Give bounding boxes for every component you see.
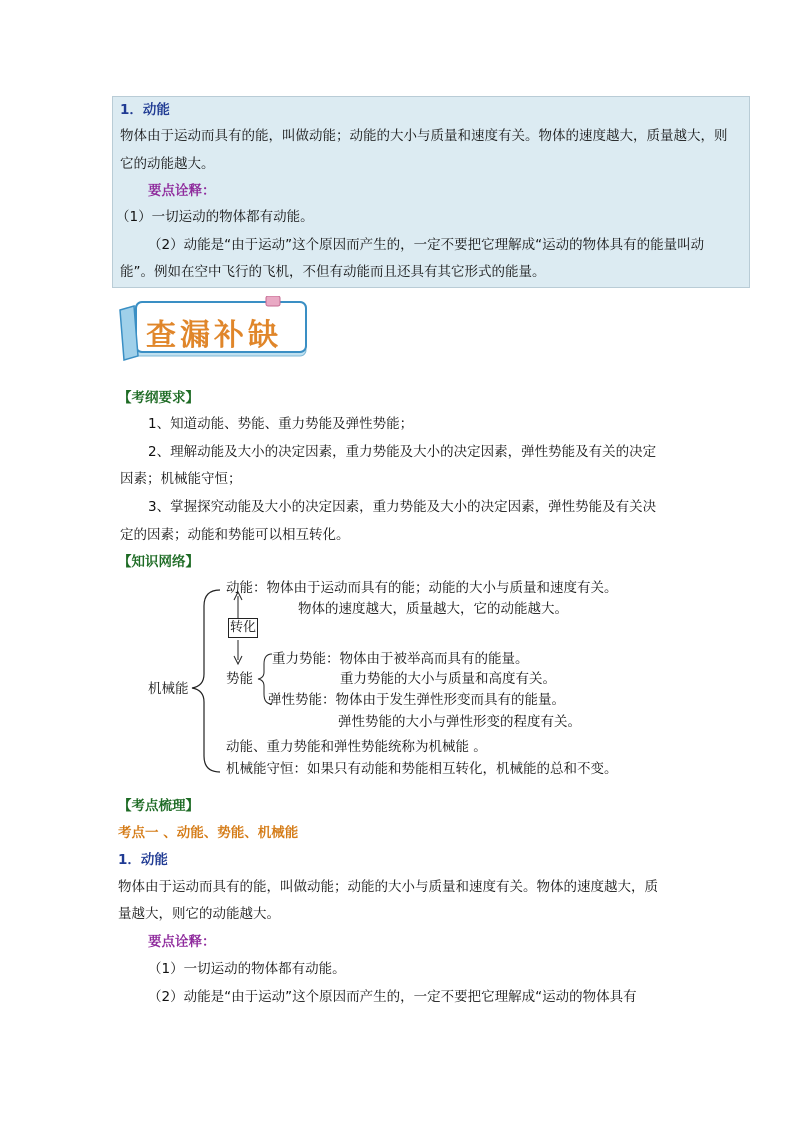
requirement-2b: 因素；机械能守恒；: [120, 471, 242, 487]
network-conservation: 机械能守恒：如果只有动能和势能相互转化，机械能的总和不变。: [226, 761, 618, 777]
box-heading: 1．动能: [120, 102, 170, 118]
requirement-2a: 2、理解动能及大小的决定因素，重力势能及大小的决定因素，弹性势能及有关的决定: [148, 444, 657, 460]
network-elastic-1: 弹性势能：物体由于发生弹性形变而具有的能量。: [268, 692, 565, 708]
box-note-1: （1）一切运动的物体都有动能。: [116, 209, 314, 225]
box-note-title: 要点诠释：: [148, 183, 216, 199]
network-root: 机械能: [148, 681, 189, 697]
review-line-2: 量越大，则它的动能越大。: [118, 906, 280, 922]
review-note-1: （1）一切运动的物体都有动能。: [148, 961, 346, 977]
review-note-title: 要点诠释：: [148, 934, 216, 950]
network-summary: 动能、重力势能和弹性势能统称为机械能 。: [226, 739, 487, 755]
requirement-3b: 定的因素；动能和势能可以相互转化。: [120, 527, 350, 543]
network-kinetic-2: 物体的速度越大，质量越大，它的动能越大。: [298, 601, 568, 617]
review-line-1: 物体由于运动而具有的能，叫做动能；动能的大小与质量和速度有关。物体的速度越大，质: [118, 879, 658, 895]
section-banner: [116, 296, 316, 366]
requirement-1: 1、知道动能、势能、重力势能及弹性势能；: [148, 416, 414, 432]
network-elastic-2: 弹性势能的大小与弹性形变的程度有关。: [338, 714, 581, 730]
network-gravity-1: 重力势能：物体由于被举高而具有的能量。: [272, 651, 529, 667]
box-note-2a: （2）动能是“由于运动”这个原因而产生的，一定不要把它理解成“运动的物体具有的能量叫动: [148, 237, 705, 253]
box-note-2b: 能”。例如在空中飞行的飞机，不但有动能而且还具有其它形式的能量。: [120, 264, 546, 280]
banner-title: 查漏补缺: [146, 318, 282, 353]
network-potential: 势能: [226, 671, 253, 687]
convert-label: 转化: [228, 618, 258, 638]
box-line-2: 它的动能越大。: [120, 156, 215, 172]
main-brace: [192, 590, 220, 772]
network-title: 【知识网络】: [118, 554, 199, 570]
review-title: 【考点梳理】: [118, 798, 199, 814]
requirements-title: 【考纲要求】: [118, 390, 199, 406]
network-kinetic-1: 动能：物体由于运动而具有的能；动能的大小与质量和速度有关。: [226, 580, 618, 596]
network-gravity-2: 重力势能的大小与质量和高度有关。: [340, 671, 556, 687]
requirement-3a: 3、掌握探究动能及大小的决定因素，重力势能及大小的决定因素，弹性势能及有关决: [148, 499, 657, 515]
box-line-1: 物体由于运动而具有的能，叫做动能；动能的大小与质量和速度有关。物体的速度越大，质量越大，则: [120, 128, 728, 144]
review-note-2: （2）动能是“由于运动”这个原因而产生的，一定不要把它理解成“运动的物体具有: [148, 989, 637, 1005]
review-point-1: 考点一 、动能、势能、机械能: [118, 825, 299, 841]
review-heading: 1．动能: [118, 852, 168, 868]
